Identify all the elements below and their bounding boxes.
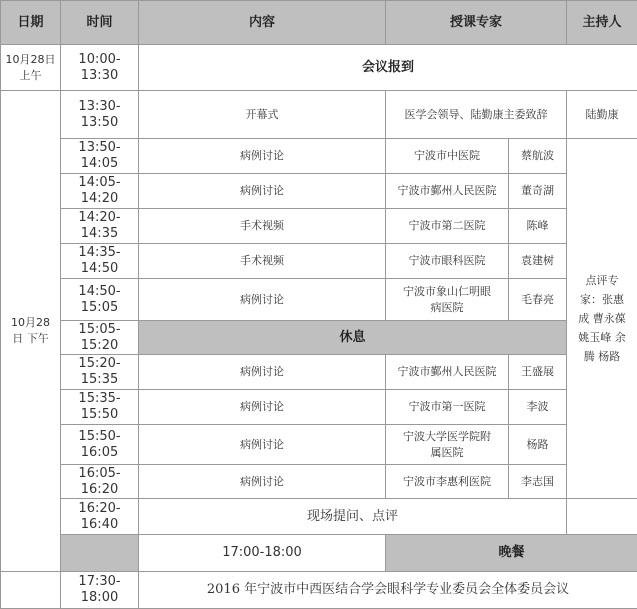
time-cell: 16:20-16:40 <box>61 499 139 535</box>
table-row <box>1 425 637 465</box>
speaker-cell: 陈峰 <box>509 209 567 244</box>
qa-row <box>1 499 637 535</box>
dinner-row <box>1 535 637 572</box>
content-cell: 病例讨论 <box>139 355 386 390</box>
table-row <box>1 465 637 499</box>
hospital-cell: 宁波市鄞州人民医院 <box>386 355 509 390</box>
speaker-cell: 王盛展 <box>509 355 567 390</box>
table-row <box>1 91 637 139</box>
speaker-cell: 李志国 <box>509 465 567 499</box>
hospital-cell: 宁波市李惠利医院 <box>386 465 509 499</box>
header-date: 日期 <box>1 1 61 45</box>
content-cell: 病例讨论 <box>139 425 386 465</box>
time-cell: 14:05-14:20 <box>61 174 139 209</box>
time-cell: 13:30-13:50 <box>61 91 139 139</box>
table-row <box>1 45 637 91</box>
qa-cell: 现场提问、点评 <box>139 499 567 535</box>
meeting-cell: 2016 年宁波市中西医结合学会眼科学专业委员会全体委员会议 <box>139 572 637 609</box>
content-cell: 病例讨论 <box>139 465 386 499</box>
speaker-cell: 袁建树 <box>509 244 567 279</box>
header-expert: 授课专家 <box>386 1 567 45</box>
time-cell: 15:50-16:05 <box>61 425 139 465</box>
content-cell: 手术视频 <box>139 244 386 279</box>
speaker-cell: 杨路 <box>509 425 567 465</box>
content-cell: 手术视频 <box>139 209 386 244</box>
time-cell: 15:20-15:35 <box>61 355 139 390</box>
header-content: 内容 <box>139 1 386 45</box>
content-cell: 开幕式 <box>139 91 386 139</box>
time-cell: 17:30-18:00 <box>61 572 139 609</box>
content-cell: 病例讨论 <box>139 139 386 174</box>
hospital-cell: 宁波市第二医院 <box>386 209 509 244</box>
table-row <box>1 355 637 390</box>
content-cell: 病例讨论 <box>139 390 386 425</box>
table-row <box>1 244 637 279</box>
hospital-cell: 宁波市第一医院 <box>386 390 509 425</box>
table-row <box>1 139 637 174</box>
time-cell: 14:35-14:50 <box>61 244 139 279</box>
header-time: 时间 <box>61 1 139 45</box>
expert-cell: 医学会领导、陆勤康主委致辞 <box>386 91 567 139</box>
time-cell: 14:20-14:35 <box>61 209 139 244</box>
speaker-cell: 蔡航波 <box>509 139 567 174</box>
table-row <box>1 174 637 209</box>
hospital-cell: 宁波市鄞州人民医院 <box>386 174 509 209</box>
registration-cell: 会议报到 <box>139 45 637 91</box>
empty-cell <box>1 572 61 609</box>
speaker-cell: 毛春亮 <box>509 279 567 321</box>
date-pm: 10月28日 下午 <box>1 91 61 572</box>
table-row <box>1 209 637 244</box>
table-row <box>1 390 637 425</box>
hospital-cell: 宁波市眼科医院 <box>386 244 509 279</box>
time-cell: 16:05-16:20 <box>61 465 139 499</box>
time-cell: 15:35-15:50 <box>61 390 139 425</box>
meeting-row <box>1 572 637 609</box>
speaker-cell: 董奇湖 <box>509 174 567 209</box>
dinner-cell: 晚餐 <box>386 535 637 572</box>
time-cell: 14:50-15:05 <box>61 279 139 321</box>
break-row <box>1 321 637 355</box>
host-cell: 陆勤康 <box>567 91 637 139</box>
header-row <box>1 1 637 45</box>
hospital-cell: 宁波大学医学院附属医院 <box>386 425 509 465</box>
time-cell: 17:00-18:00 <box>139 535 386 572</box>
time-cell: 10:00-13:30 <box>61 45 139 91</box>
time-cell: 15:05-15:20 <box>61 321 139 355</box>
empty-cell <box>61 535 139 572</box>
break-cell: 休息 <box>139 321 567 355</box>
hospital-cell: 宁波市象山仁明眼病医院 <box>386 279 509 321</box>
commentators-cell: 点评专家：张惠成 曹永葆 姚玉峰 余腾 杨路 <box>567 139 637 499</box>
speaker-cell: 李波 <box>509 390 567 425</box>
date-am: 10月28日 上午 <box>1 45 61 91</box>
time-cell: 13:50-14:05 <box>61 139 139 174</box>
content-cell: 病例讨论 <box>139 174 386 209</box>
content-cell: 病例讨论 <box>139 279 386 321</box>
hospital-cell: 宁波市中医院 <box>386 139 509 174</box>
header-host: 主持人 <box>567 1 637 45</box>
table-row <box>1 279 637 321</box>
empty-cell <box>567 499 637 535</box>
